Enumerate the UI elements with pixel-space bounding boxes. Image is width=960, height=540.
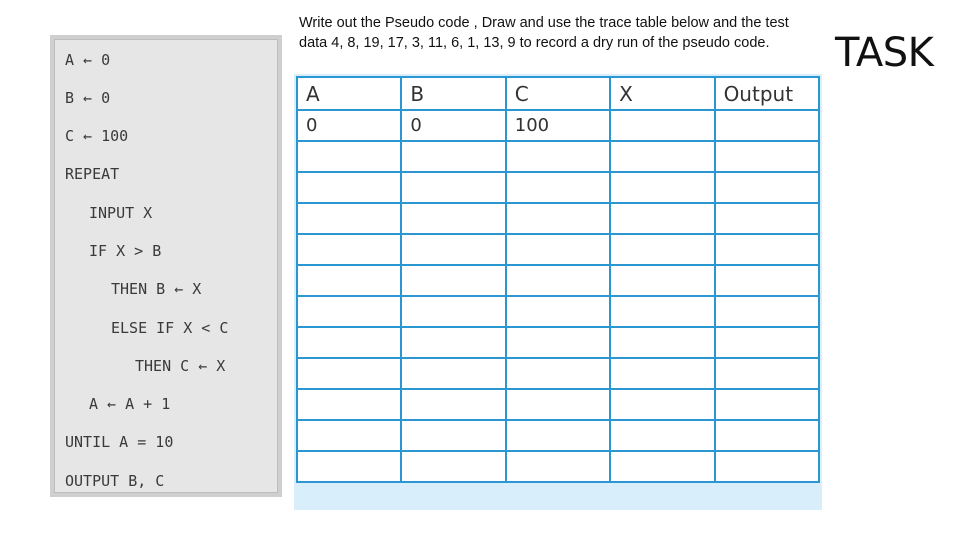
table-cell[interactable] bbox=[401, 420, 505, 451]
table-cell[interactable] bbox=[506, 172, 610, 203]
table-cell[interactable] bbox=[297, 265, 401, 296]
table-cell[interactable] bbox=[610, 265, 714, 296]
table-row bbox=[297, 296, 819, 327]
table-cell[interactable] bbox=[506, 234, 610, 265]
table-row bbox=[297, 420, 819, 451]
table-cell[interactable] bbox=[715, 451, 819, 482]
table-row bbox=[297, 141, 819, 172]
table-cell[interactable] bbox=[610, 327, 714, 358]
table-cell[interactable] bbox=[401, 234, 505, 265]
table-cell[interactable] bbox=[610, 389, 714, 420]
table-cell[interactable] bbox=[715, 265, 819, 296]
table-row bbox=[297, 327, 819, 358]
table-cell[interactable] bbox=[297, 141, 401, 172]
table-cell[interactable] bbox=[506, 141, 610, 172]
column-header-output: Output bbox=[715, 77, 819, 110]
table-cell[interactable] bbox=[715, 141, 819, 172]
column-header-b: B bbox=[401, 77, 505, 110]
table-cell[interactable] bbox=[401, 296, 505, 327]
table-cell[interactable] bbox=[506, 203, 610, 234]
table-cell[interactable] bbox=[610, 141, 714, 172]
table-cell[interactable] bbox=[297, 358, 401, 389]
code-line: ELSE IF X < C bbox=[111, 319, 229, 337]
code-line: UNTIL A = 10 bbox=[65, 433, 174, 451]
table-cell[interactable] bbox=[610, 110, 714, 141]
table-cell[interactable] bbox=[715, 389, 819, 420]
table-cell[interactable] bbox=[401, 141, 505, 172]
table-cell[interactable] bbox=[401, 172, 505, 203]
table-cell[interactable] bbox=[297, 234, 401, 265]
table-cell[interactable] bbox=[297, 389, 401, 420]
column-header-c: C bbox=[506, 77, 610, 110]
trace-table bbox=[296, 76, 820, 483]
table-cell[interactable]: 0 bbox=[401, 110, 505, 141]
code-line: OUTPUT B, C bbox=[65, 472, 165, 490]
table-cell[interactable] bbox=[401, 358, 505, 389]
code-line: B ← 0 bbox=[65, 89, 111, 107]
table-cell[interactable] bbox=[506, 327, 610, 358]
table-cell[interactable] bbox=[401, 203, 505, 234]
pseudocode-panel bbox=[50, 35, 282, 497]
table-cell[interactable] bbox=[610, 203, 714, 234]
table-cell[interactable] bbox=[610, 172, 714, 203]
code-line: REPEAT bbox=[65, 165, 120, 183]
table-cell[interactable] bbox=[506, 420, 610, 451]
pseudocode-box bbox=[54, 39, 278, 493]
table-cell[interactable] bbox=[297, 203, 401, 234]
table-cell[interactable]: 100 bbox=[506, 110, 610, 141]
table-row bbox=[297, 110, 819, 141]
table-cell[interactable] bbox=[715, 358, 819, 389]
trace-table-body bbox=[297, 110, 819, 482]
table-row bbox=[297, 203, 819, 234]
table-cell[interactable] bbox=[506, 296, 610, 327]
table-cell[interactable] bbox=[401, 451, 505, 482]
table-cell[interactable] bbox=[401, 389, 505, 420]
table-cell[interactable] bbox=[506, 451, 610, 482]
table-row bbox=[297, 358, 819, 389]
code-line: A ← 0 bbox=[65, 51, 111, 69]
code-line: IF X > B bbox=[89, 242, 162, 260]
table-cell[interactable] bbox=[610, 420, 714, 451]
table-cell[interactable] bbox=[715, 327, 819, 358]
table-cell[interactable] bbox=[715, 296, 819, 327]
trace-table-container bbox=[294, 74, 822, 510]
code-line: A ← A + 1 bbox=[89, 395, 171, 413]
code-line: THEN B ← X bbox=[111, 280, 202, 298]
table-cell[interactable] bbox=[715, 172, 819, 203]
table-cell[interactable] bbox=[297, 296, 401, 327]
table-cell[interactable] bbox=[715, 234, 819, 265]
code-line: THEN C ← X bbox=[135, 357, 226, 375]
table-row bbox=[297, 234, 819, 265]
table-cell[interactable] bbox=[297, 172, 401, 203]
table-cell[interactable] bbox=[715, 420, 819, 451]
table-cell[interactable] bbox=[506, 358, 610, 389]
table-cell[interactable]: 0 bbox=[297, 110, 401, 141]
column-header-a: A bbox=[297, 77, 401, 110]
table-row bbox=[297, 265, 819, 296]
code-line: INPUT X bbox=[89, 204, 153, 222]
table-cell[interactable] bbox=[715, 203, 819, 234]
table-cell[interactable] bbox=[401, 265, 505, 296]
task-heading: TASK bbox=[835, 30, 934, 76]
trace-table-header-row bbox=[297, 77, 819, 110]
table-cell[interactable] bbox=[297, 451, 401, 482]
code-line: C ← 100 bbox=[65, 127, 129, 145]
table-cell[interactable] bbox=[506, 389, 610, 420]
table-cell[interactable] bbox=[610, 358, 714, 389]
table-row bbox=[297, 389, 819, 420]
table-cell[interactable] bbox=[610, 296, 714, 327]
table-cell[interactable] bbox=[610, 234, 714, 265]
table-row bbox=[297, 451, 819, 482]
instructions-text: Write out the Pseudo code , Draw and use the trace table below and the test data 4, 8, 19, 17, 3, 11, 6, 1, 13, 9 to record a dry run of the pseudo code. bbox=[299, 15, 789, 51]
table-cell[interactable] bbox=[610, 451, 714, 482]
table-cell[interactable] bbox=[297, 420, 401, 451]
column-header-x: X bbox=[610, 77, 714, 110]
table-row bbox=[297, 172, 819, 203]
table-cell[interactable] bbox=[715, 110, 819, 141]
table-cell[interactable] bbox=[297, 327, 401, 358]
table-cell[interactable] bbox=[506, 265, 610, 296]
table-cell[interactable] bbox=[401, 327, 505, 358]
